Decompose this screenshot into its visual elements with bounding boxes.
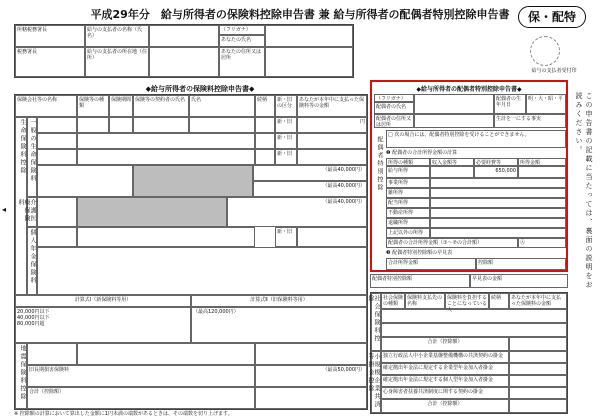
- general-sum-grey: [133, 165, 253, 197]
- payer-stamp-circle: [530, 36, 560, 66]
- tax-office-label: 所轄税務署長: [15, 25, 85, 47]
- earthquake-details-input[interactable]: [77, 343, 255, 365]
- earthquake-total-input[interactable]: [255, 387, 367, 409]
- quick-table-title: ❸ 配偶者特別控除額の早見表: [386, 250, 453, 256]
- insurance-period-input[interactable]: [109, 117, 133, 133]
- payer-address-label: 給与の支払者の所在地（住所）: [85, 47, 149, 77]
- insurance-details-input[interactable]: [77, 149, 255, 165]
- row-business: 事業所得: [386, 178, 430, 188]
- col-name-header: 氏名: [189, 95, 255, 117]
- col-income-type: 所得の種類: [386, 158, 430, 166]
- social-payer-col: 保険料支払先の名称: [405, 293, 445, 309]
- social-insurance-table: [367, 292, 568, 414]
- social-group-label: 社会保険料控除: [371, 293, 381, 351]
- new-old-toggle[interactable]: 新・旧: [275, 117, 297, 133]
- insurance-amount-input[interactable]: [297, 149, 367, 165]
- life-insurance-group-label: 生命保険料控除: [15, 117, 27, 295]
- general-sum-label: [37, 165, 133, 197]
- salary-deduct: 650,000: [474, 166, 518, 178]
- furigana-label: （フリガナ）: [219, 25, 265, 35]
- insurance-relation-input[interactable]: [255, 133, 275, 149]
- dividend-input[interactable]: [430, 198, 566, 208]
- quick-table-range-col: 合計所得金額: [386, 258, 476, 270]
- total-income-input[interactable]: Ⓐ: [518, 238, 566, 248]
- social-sum-label: 合計（控除額）: [381, 337, 509, 351]
- salary-revenue-input[interactable]: [430, 166, 474, 178]
- social-type-col: 社会保険の種類: [383, 295, 404, 307]
- spouse-furigana-label: （フリガナ）: [374, 94, 414, 102]
- your-address-label: あなたの住所又は居所: [219, 47, 265, 77]
- col-revenue: 収入金額等: [430, 158, 474, 166]
- general-max-label-2: （最高40,000円）: [253, 181, 367, 197]
- old-long-term-label: 旧長期損害保険料: [27, 365, 255, 387]
- spouse-birth-input[interactable]: 明・大・昭・平: [526, 94, 566, 114]
- earthquake-max-label: （最高50,000円）: [255, 365, 367, 387]
- col-amount-header: あなたが本年中に支払った保険料等の金額: [297, 95, 367, 117]
- social-row-input[interactable]: [381, 309, 567, 323]
- pension-amount-input[interactable]: [297, 227, 367, 247]
- calc-formula-2-title: 計算式Ⅱ（旧保険料等用）: [191, 295, 367, 307]
- insurance-relation-input[interactable]: [255, 149, 275, 165]
- insurance-holder-input[interactable]: [133, 117, 189, 133]
- insurance-table: [14, 94, 368, 410]
- spouse-quick-amount-label: 早見表の金額: [470, 274, 568, 288]
- social-holder-col: 保険料を負担することになっている人: [447, 295, 488, 313]
- col-holder-header: 保険等の契約者の氏名: [133, 95, 189, 117]
- small-biz-row-4: 心身障害者扶養共済制度に関する契約の掛金: [381, 387, 509, 399]
- spouse-address-input[interactable]: [414, 114, 494, 128]
- realestate-input[interactable]: [430, 208, 566, 218]
- spouse-birth-label: 配偶者の生年月日: [494, 94, 526, 114]
- total-income-label: 配偶者の合計所得金額（①～⑦の合計額）: [386, 238, 518, 248]
- earthquake-sum-label: 合計（控除額）: [27, 387, 255, 409]
- left-arrow-icon: ◂: [2, 205, 7, 214]
- social-row-input[interactable]: [381, 323, 567, 337]
- col-new-old-header: 新・旧の区分: [275, 95, 297, 117]
- calc-formula-1-title: 計算式Ⅰ（新保険料等用）: [15, 295, 191, 307]
- your-name-label: あなたの氏名: [219, 35, 265, 47]
- row-realestate: 不動産所得: [386, 208, 430, 218]
- earthquake-group-label: 地震保険料控除: [15, 343, 27, 409]
- row-salary: 給与所得: [386, 166, 430, 178]
- insurance-type-input[interactable]: [77, 117, 109, 133]
- retirement-input[interactable]: [430, 218, 566, 228]
- other-input[interactable]: [430, 228, 566, 238]
- misc-input[interactable]: [430, 188, 566, 198]
- salary-income-input[interactable]: [518, 166, 566, 178]
- calc-formula-2-body: （最高120,000円）: [191, 307, 367, 343]
- row-misc: 雑所得: [386, 188, 430, 198]
- earthquake-amount-input[interactable]: [255, 343, 367, 365]
- insurance-relation-input[interactable]: [255, 117, 275, 133]
- your-address-input[interactable]: [265, 47, 353, 77]
- medical-max-label: （最高40,000円）: [227, 197, 367, 227]
- col-type-header: 保険等の種類: [77, 95, 109, 117]
- insurance-details-input[interactable]: [77, 133, 255, 149]
- row-retirement: 退職所得: [386, 218, 430, 228]
- income-calc-title: ❷ 配偶者の合計所得金額の計算: [386, 150, 458, 156]
- calc-formula-1-body: 20,000円以下 40,000円以下 80,000円超: [15, 307, 191, 343]
- col-period-header: 保険期間: [109, 95, 133, 117]
- quick-table-deduction-col: 控除額: [476, 258, 566, 270]
- spouse-deduction-section: [370, 80, 568, 272]
- insurance-amount-input[interactable]: 円: [297, 117, 367, 133]
- insurance-amount-input[interactable]: [297, 133, 367, 149]
- new-old-toggle[interactable]: 新・旧: [275, 133, 297, 149]
- pension-row-label: 個人年金保険料: [27, 227, 37, 295]
- col-income: 所得金額: [518, 158, 566, 166]
- pension-details-input[interactable]: [77, 227, 255, 247]
- small-biz-row-3: 確定拠出年金法に規定する個人型年金加入者掛金: [381, 375, 509, 387]
- payer-name-input[interactable]: [149, 25, 219, 47]
- payer-stamp-label: 給与の支払者受付印: [531, 68, 577, 74]
- insurance-company-input[interactable]: [37, 149, 77, 165]
- header-info-box: [14, 24, 354, 78]
- new-old-toggle[interactable]: 新・旧: [275, 227, 297, 247]
- small-biz-row-1: 独立行政法人中小企業基盤整備機構の共済契約の掛金: [381, 351, 509, 363]
- insurance-company-input[interactable]: [37, 117, 77, 133]
- small-biz-row-3-input[interactable]: [509, 375, 567, 387]
- small-biz-sum-label: 合計（控除額）: [381, 399, 509, 413]
- row-dividend: 配当所得: [386, 198, 430, 208]
- payer-name-label: 給与の支払者の名称（氏名）: [85, 25, 149, 47]
- medical-row-label: 介護医療保険料: [27, 197, 37, 227]
- general-life-row-label: 一般の生命保険料: [27, 117, 37, 197]
- small-biz-row-1-input[interactable]: [509, 351, 567, 363]
- social-total-input[interactable]: [509, 337, 567, 351]
- form-badge: 保・配特: [518, 6, 586, 28]
- spouse-vertical-label: 配偶者特別控除: [376, 136, 383, 192]
- small-biz-row-4-input[interactable]: [509, 387, 567, 399]
- col-expenses: 必要経費等: [474, 158, 518, 166]
- spouse-name-label: 配偶者の氏名: [374, 102, 414, 114]
- small-biz-row-2: 確定拠出年金法に規定する企業型年金加入者掛金: [381, 363, 509, 375]
- pension-sum-row: [37, 247, 367, 295]
- side-instruction-note: この申告書の記載に当たっては、裏面の説明をお読みください。: [575, 92, 593, 290]
- live-with-label: 生計を一にする事実: [494, 114, 566, 128]
- small-biz-row-2-input[interactable]: [509, 363, 567, 375]
- tax-office-chief-label: 税務署長: [15, 47, 85, 77]
- col-relation-header: 続柄: [255, 95, 275, 117]
- social-amount-col: あなたが本年中に支払った保険料の金額: [509, 293, 567, 309]
- ineligible-check[interactable]: □ 次の場合には、配偶者特別控除を受けることができません。: [386, 130, 566, 148]
- medical-grey: [77, 197, 227, 227]
- social-relation-col: 続柄: [489, 293, 509, 309]
- bottom-note: ※ 控除額の計算において算出した金額に1円未満の端数があるときは、その端数を切り上げます。: [14, 411, 233, 417]
- form-title: 平成29年分 給与所得者の保険料控除申告書 兼 給与所得者の配偶者特別控除申告書: [90, 8, 510, 21]
- small-biz-total-input[interactable]: [509, 399, 567, 413]
- spouse-address-label: 配偶者の住所又は居所: [374, 114, 414, 128]
- col-company-header: 保険会社等の名称: [15, 95, 77, 117]
- spouse-section-title: ◆給与所得者の配偶者特別控除申告書◆: [416, 86, 522, 93]
- small-biz-group-label: 小規模企業共済等掛金控除: [371, 351, 381, 413]
- earthquake-company-input[interactable]: [27, 343, 77, 365]
- spouse-name-input[interactable]: [414, 94, 494, 114]
- new-old-toggle[interactable]: 新・旧: [275, 149, 297, 165]
- general-max-label: （最高40,000円）: [253, 165, 367, 181]
- payer-address-input[interactable]: [149, 47, 219, 77]
- your-name-input[interactable]: [265, 25, 353, 47]
- medical-company-input[interactable]: [37, 197, 77, 227]
- business-input[interactable]: [430, 178, 566, 188]
- insurance-company-input[interactable]: [37, 133, 77, 149]
- insurance-section-title: ◆給与所得者の保険料控除申告書◆: [145, 85, 255, 93]
- insurance-recipient-input[interactable]: [189, 117, 255, 133]
- pension-company-input[interactable]: [37, 227, 77, 247]
- spouse-deduction-amount-label: 配偶者特別控除額: [370, 274, 470, 288]
- row-other: 上記以外の所得: [386, 228, 430, 238]
